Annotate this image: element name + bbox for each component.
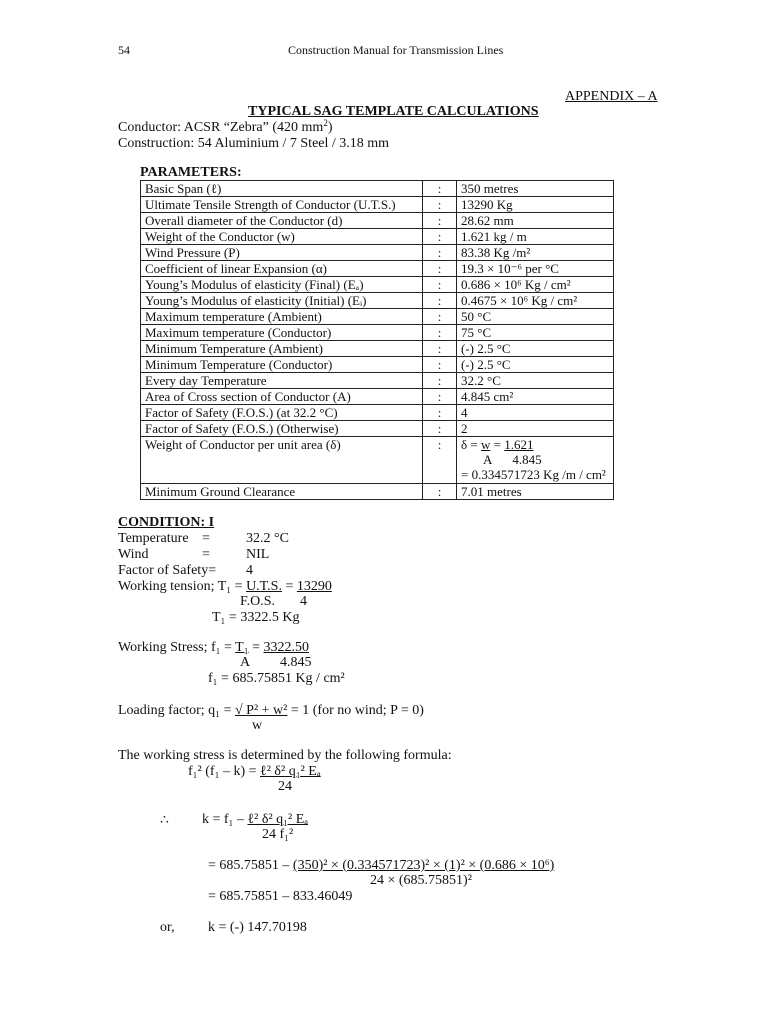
conductor-text: Conductor: ACSR “Zebra” (420 mm xyxy=(118,120,324,135)
loading-factor-line xyxy=(118,703,424,719)
param-label: Factor of Safety (F.O.S.) (Otherwise) xyxy=(141,421,423,437)
param-label: Young’s Modulus of elasticity (Final) (Eₐ) xyxy=(141,277,423,293)
param-colon: : xyxy=(423,389,457,405)
param-colon: : xyxy=(423,341,457,357)
table-row xyxy=(141,389,614,405)
t1-value-numerator: 3322.50 xyxy=(263,640,310,655)
param-value: 1.621 kg / m xyxy=(457,229,614,245)
table-row xyxy=(141,357,614,373)
parameters-table xyxy=(140,180,614,500)
table-row xyxy=(141,245,614,261)
k-calc-line-2: = 685.75851 – 833.46049 xyxy=(208,889,353,904)
area-denominator: A xyxy=(240,655,251,670)
k-formula-lhs: k = f₁ – xyxy=(202,812,248,827)
delta-eq: = xyxy=(490,437,505,452)
param-colon: : xyxy=(423,229,457,245)
table-row xyxy=(141,373,614,389)
page-number: 54 xyxy=(118,43,130,57)
construction-line: Construction: 54 Aluminium / 7 Steel / 3.18 mm xyxy=(118,136,390,151)
param-value: 4 xyxy=(457,405,614,421)
f1-result: f₁ = 685.75851 Kg / cm² xyxy=(208,671,345,686)
uts-value-numerator: 13290 xyxy=(296,579,332,594)
param-colon: : xyxy=(423,357,457,373)
param-value: 2 xyxy=(457,421,614,437)
param-colon: : xyxy=(423,405,457,421)
param-colon: : xyxy=(423,309,457,325)
sag-formula-denominator: 24 xyxy=(278,779,292,794)
param-colon: : xyxy=(423,421,457,437)
loading-factor-numerator: √ P² + w² xyxy=(234,703,288,718)
param-value: 4.845 cm² xyxy=(457,389,614,405)
delta-denominator: 4.845 xyxy=(512,452,542,467)
param-label: Weight of the Conductor (w) xyxy=(141,229,423,245)
working-tension-prefix: Working tension; T₁ = xyxy=(118,579,247,594)
temperature-label: Temperature xyxy=(118,531,189,546)
param-value: 83.38 Kg /m² xyxy=(457,245,614,261)
param-label: Weight of Conductor per unit area (δ) xyxy=(141,437,423,484)
param-label: Ultimate Tensile Strength of Conductor (U.T.S.) xyxy=(141,197,423,213)
table-row xyxy=(141,421,614,437)
param-value: 19.3 × 10⁻⁶ per °C xyxy=(457,261,614,277)
conductor-line xyxy=(118,120,332,136)
area-value-denominator: 4.845 xyxy=(280,655,312,670)
table-row xyxy=(141,293,614,309)
param-label: Minimum Temperature (Conductor) xyxy=(141,357,423,373)
delta-row xyxy=(141,437,614,484)
working-tension-line xyxy=(118,579,332,595)
param-colon: : xyxy=(423,213,457,229)
working-stress-eq: = xyxy=(248,640,264,655)
document-title: TYPICAL SAG TEMPLATE CALCULATIONS xyxy=(248,104,539,119)
working-stress-line xyxy=(118,640,309,656)
param-value: 28.62 mm xyxy=(457,213,614,229)
running-head: Construction Manual for Transmission Lines xyxy=(288,43,504,57)
param-value: 32.2 °C xyxy=(457,373,614,389)
k-result: k = (-) 147.70198 xyxy=(208,920,307,935)
parameters-heading: PARAMETERS: xyxy=(140,165,242,180)
sag-formula-line xyxy=(188,764,321,780)
param-label: Minimum Temperature (Ambient) xyxy=(141,341,423,357)
therefore-symbol: ∴ xyxy=(160,813,169,828)
conductor-close: ) xyxy=(327,120,333,135)
table-row xyxy=(141,261,614,277)
param-value: 350 metres xyxy=(457,181,614,197)
wind-value: NIL xyxy=(246,547,270,562)
param-value: 13290 Kg xyxy=(457,197,614,213)
param-label: Every day Temperature xyxy=(141,373,423,389)
param-value: (-) 2.5 °C xyxy=(457,341,614,357)
delta-line-3: = 0.334571723 Kg /m / cm² xyxy=(461,467,606,482)
param-label: Basic Span (ℓ) xyxy=(141,181,423,197)
param-value: 50 °C xyxy=(457,309,614,325)
fos-label: Factor of Safety= xyxy=(118,563,217,578)
delta-w: w xyxy=(480,437,491,452)
table-row xyxy=(141,405,614,421)
delta-line-2 xyxy=(461,452,609,467)
param-colon: : xyxy=(423,325,457,341)
k-formula-denominator: 24 f₁² xyxy=(262,827,294,842)
param-colon: : xyxy=(423,261,457,277)
wind-eq: = xyxy=(202,547,210,562)
sag-formula-lhs: f₁² (f₁ – k) = xyxy=(188,764,261,779)
param-label: Young’s Modulus of elasticity (Initial) (Eᵢ) xyxy=(141,293,423,309)
appendix-label: APPENDIX – A xyxy=(565,89,658,104)
delta-numerator: 1.621 xyxy=(504,437,534,452)
loading-factor-denominator: w xyxy=(252,718,263,733)
table-row xyxy=(141,309,614,325)
param-colon: : xyxy=(423,181,457,197)
k-calc-denominator: 24 × (685.75851)² xyxy=(370,873,472,888)
clearance-row xyxy=(141,484,614,500)
param-label: Factor of Safety (F.O.S.) (at 32.2 °C) xyxy=(141,405,423,421)
k-calc-prefix: = 685.75851 – xyxy=(208,858,293,873)
fos-value-denominator: 4 xyxy=(300,594,307,609)
table-row xyxy=(141,325,614,341)
param-value: (-) 2.5 °C xyxy=(457,357,614,373)
fos-denominator: F.O.S. xyxy=(240,594,276,609)
table-row xyxy=(141,213,614,229)
table-row xyxy=(141,341,614,357)
wind-label: Wind xyxy=(118,547,149,562)
param-value: 0.686 × 10⁶ Kg / cm² xyxy=(457,277,614,293)
param-label: Wind Pressure (P) xyxy=(141,245,423,261)
uts-numerator: U.T.S. xyxy=(246,579,282,594)
table-row xyxy=(141,277,614,293)
working-stress-prefix: Working Stress; f₁ = xyxy=(118,640,236,655)
k-formula-numerator: ℓ² δ² q₁² Eₐ xyxy=(247,812,309,827)
k-formula-line xyxy=(202,812,308,828)
k-calc-line xyxy=(208,858,554,874)
param-colon: : xyxy=(423,277,457,293)
fos-value: 4 xyxy=(246,563,253,578)
delta-formula xyxy=(457,437,614,484)
param-label: Overall diameter of the Conductor (d) xyxy=(141,213,423,229)
param-value: 0.4675 × 10⁶ Kg / cm² xyxy=(457,293,614,309)
param-label: Area of Cross section of Conductor (A) xyxy=(141,389,423,405)
temperature-eq: = xyxy=(202,531,210,546)
param-colon: : xyxy=(423,293,457,309)
sag-formula-numerator: ℓ² δ² q₁² Eₐ xyxy=(260,764,321,779)
table-row xyxy=(141,197,614,213)
loading-factor-prefix: Loading factor; q₁ = xyxy=(118,703,235,718)
loading-factor-suffix: = 1 (for no wind; P = 0) xyxy=(287,703,424,718)
k-calc-numerator: (350)² × (0.334571723)² × (1)² × (0.686 × 10⁶) xyxy=(292,858,555,873)
param-colon: : xyxy=(423,197,457,213)
formula-intro: The working stress is determined by the following formula: xyxy=(118,748,452,763)
t1-numerator: T₁ xyxy=(235,640,249,655)
param-colon: : xyxy=(423,245,457,261)
param-value: 7.01 metres xyxy=(457,484,614,500)
param-colon: : xyxy=(423,373,457,389)
temperature-value: 32.2 °C xyxy=(246,531,289,546)
condition-heading: CONDITION: I xyxy=(118,515,215,530)
param-colon: : xyxy=(423,484,457,500)
param-label: Maximum temperature (Conductor) xyxy=(141,325,423,341)
conductor-sup: 2 xyxy=(323,118,328,128)
delta-prefix: δ = xyxy=(461,437,481,452)
delta-a: A xyxy=(483,452,493,467)
param-label: Coefficient of linear Expansion (α) xyxy=(141,261,423,277)
param-label: Maximum temperature (Ambient) xyxy=(141,309,423,325)
table-row xyxy=(141,181,614,197)
param-value: 75 °C xyxy=(457,325,614,341)
delta-line-1 xyxy=(461,437,609,452)
param-label: Minimum Ground Clearance xyxy=(141,484,423,500)
param-colon: : xyxy=(423,437,457,484)
table-row xyxy=(141,229,614,245)
t1-result: T₁ = 3322.5 Kg xyxy=(212,610,300,625)
or-label: or, xyxy=(160,920,175,935)
working-tension-eq: = xyxy=(281,579,297,594)
